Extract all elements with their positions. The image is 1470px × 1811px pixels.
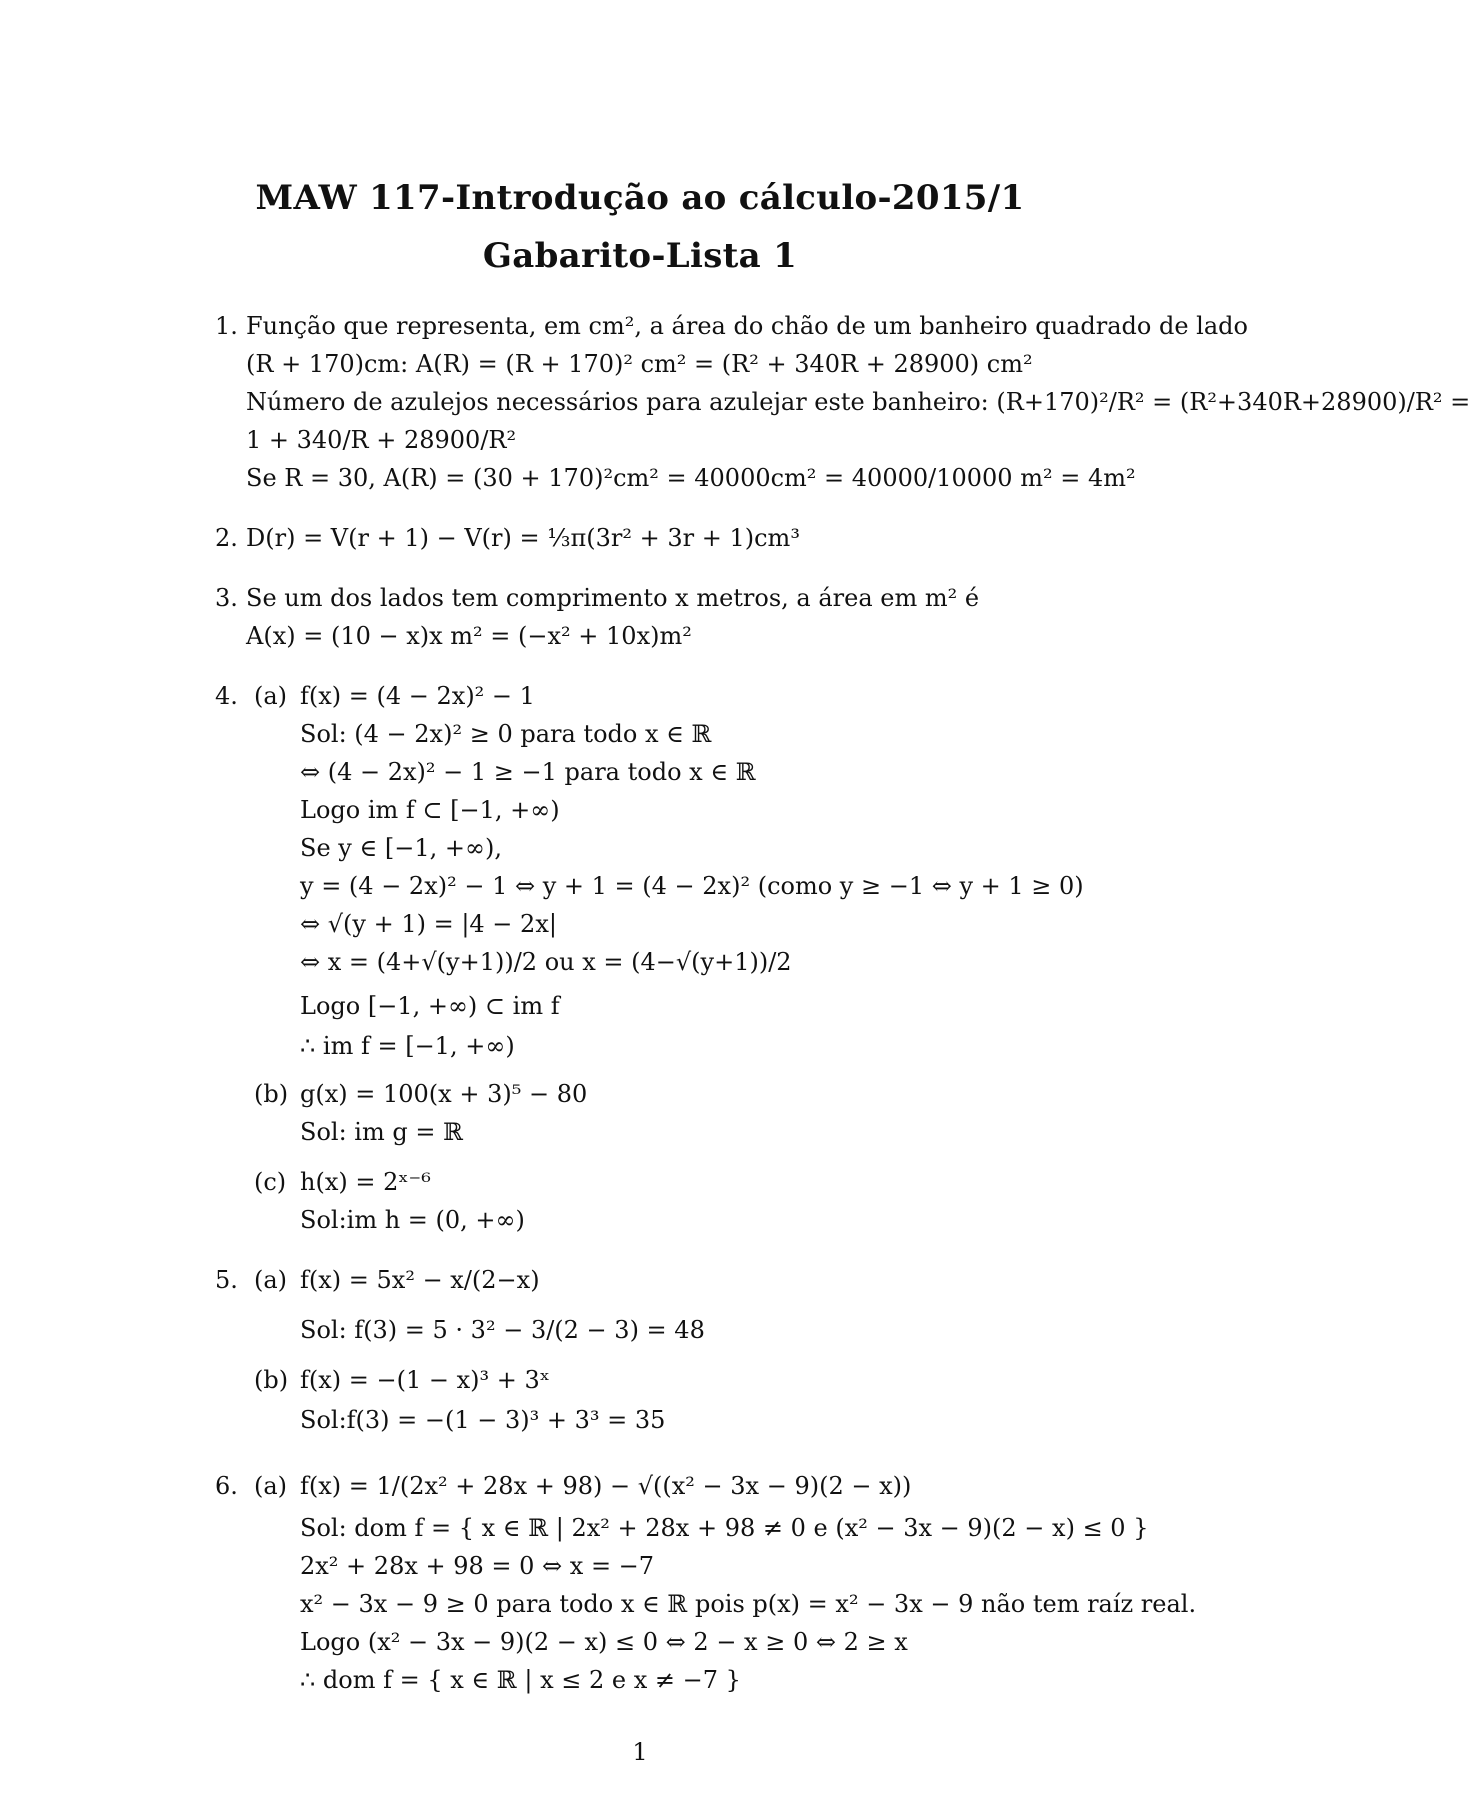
question-3-line-2: A(x) = (10 − x)x m² = (−x² + 10x)m² <box>246 622 692 650</box>
question-1-line-5: Se R = 30, A(R) = (30 + 170)²cm² = 40000cm² = 40000/10000 m² = 4m² <box>246 464 1136 492</box>
question-4a-line-7: ⇔ √(y + 1) = |4 − 2x| <box>300 910 557 938</box>
question-4a-line-1: f(x) = (4 − 2x)² − 1 <box>300 682 535 710</box>
question-5a-line-2: Sol: f(3) = 5 · 3² − 3/(2 − 3) = 48 <box>300 1316 705 1344</box>
question-6a-line-1: f(x) = 1/(2x² + 28x + 98) − √((x² − 3x − 9)(2 − x)) <box>300 1472 912 1500</box>
question-1-number: 1. <box>215 312 238 340</box>
question-4a-line-3: ⇔ (4 − 2x)² − 1 ≥ −1 para todo x ∈ ℝ <box>300 758 756 786</box>
question-4a-line-2: Sol: (4 − 2x)² ≥ 0 para todo x ∈ ℝ <box>300 720 712 748</box>
document-title: MAW 117-Introdução ao cálculo-2015/1 <box>255 178 1025 218</box>
question-3-line-1: Se um dos lados tem comprimento x metros, a área em m² é <box>246 584 980 612</box>
question-5a-line-1: f(x) = 5x² − x/(2−x) <box>300 1266 540 1294</box>
question-4a-line-9: Logo [−1, +∞) ⊂ im f <box>300 992 560 1020</box>
question-2-line-1: D(r) = V(r + 1) − V(r) = ⅓π(3r² + 3r + 1)cm³ <box>246 524 800 552</box>
question-2-number: 2. <box>215 524 238 552</box>
question-1-line-3: Número de azulejos necessários para azulejar este banheiro: (R+170)²/R² = (R²+340R+28900)/R² = <box>246 388 1470 416</box>
question-5a-label: (a) <box>254 1266 288 1294</box>
question-4-number: 4. <box>215 682 238 710</box>
question-6a-line-3: 2x² + 28x + 98 = 0 ⇔ x = −7 <box>300 1552 655 1580</box>
question-5b-label: (b) <box>254 1366 289 1394</box>
question-4c-label: (c) <box>254 1168 287 1196</box>
question-1-line-2: (R + 170)cm: A(R) = (R + 170)² cm² = (R² + 340R + 28900) cm² <box>246 350 1033 378</box>
question-4a-line-10: ∴ im f = [−1, +∞) <box>300 1032 515 1060</box>
question-4a-label: (a) <box>254 682 288 710</box>
question-1-line-4: 1 + 340/R + 28900/R² <box>246 426 517 454</box>
question-4c-line-2: Sol:im h = (0, +∞) <box>300 1206 525 1234</box>
question-1-line-1: Função que representa, em cm², a área do chão de um banheiro quadrado de lado <box>246 312 1248 340</box>
question-5b-line-2: Sol:f(3) = −(1 − 3)³ + 3³ = 35 <box>300 1406 666 1434</box>
question-6a-label: (a) <box>254 1472 288 1500</box>
question-5b-line-1: f(x) = −(1 − x)³ + 3ˣ <box>300 1366 550 1394</box>
question-4b-line-1: g(x) = 100(x + 3)⁵ − 80 <box>300 1080 588 1108</box>
question-4a-line-6: y = (4 − 2x)² − 1 ⇔ y + 1 = (4 − 2x)² (como y ≥ −1 ⇔ y + 1 ≥ 0) <box>300 872 1084 900</box>
page-number: 1 <box>632 1738 648 1766</box>
question-6-number: 6. <box>215 1472 238 1500</box>
question-4a-line-8: ⇔ x = (4+√(y+1))/2 ou x = (4−√(y+1))/2 <box>300 948 792 976</box>
question-6a-line-4: x² − 3x − 9 ≥ 0 para todo x ∈ ℝ pois p(x) = x² − 3x − 9 não tem raíz real. <box>300 1590 1197 1618</box>
question-4a-line-4: Logo im f ⊂ [−1, +∞) <box>300 796 560 824</box>
question-3-number: 3. <box>215 584 238 612</box>
document-subtitle: Gabarito-Lista 1 <box>482 236 798 276</box>
question-4c-line-1: h(x) = 2ˣ⁻⁶ <box>300 1168 431 1196</box>
question-6a-line-5: Logo (x² − 3x − 9)(2 − x) ≤ 0 ⇔ 2 − x ≥ 0 ⇔ 2 ≥ x <box>300 1628 908 1656</box>
question-4b-line-2: Sol: im g = ℝ <box>300 1118 464 1146</box>
question-4a-line-5: Se y ∈ [−1, +∞), <box>300 834 502 862</box>
question-6a-line-6: ∴ dom f = { x ∈ ℝ | x ≤ 2 e x ≠ −7 } <box>300 1666 741 1694</box>
question-5-number: 5. <box>215 1266 238 1294</box>
question-6a-line-2: Sol: dom f = { x ∈ ℝ | 2x² + 28x + 98 ≠ 0 e (x² − 3x − 9)(2 − x) ≤ 0 } <box>300 1514 1149 1542</box>
question-4b-label: (b) <box>254 1080 289 1108</box>
